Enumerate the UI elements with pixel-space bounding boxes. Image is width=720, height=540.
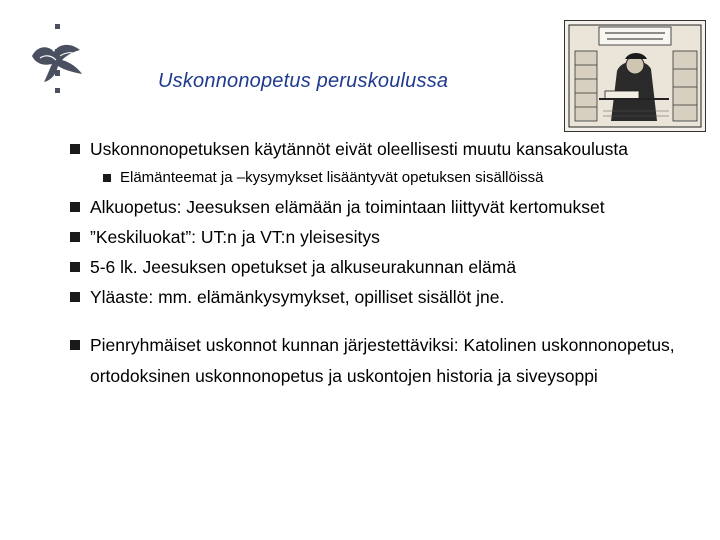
slide-title: Uskonnonopetus peruskoulussa [158,70,449,92]
square-bullet-icon [70,262,80,272]
bullet-text: Pienryhmäiset uskonnot kunnan järjestettäviksi: Katolinen uskonnonopetus, ortodoksinen uskonnonopetus ja uskontojen historia ja siveysoppi [90,335,675,386]
bullet-text: Alkuopetus: Jeesuksen elämään ja toimintaan liittyvät kertomukset [90,197,605,217]
bullet-item [66,330,712,392]
bullet-item [66,192,712,222]
square-bullet-icon [70,340,80,350]
bullet-text: Yläaste: mm. elämänkysymykset, opilliset sisällöt jne. [90,287,505,307]
bullet-text: ”Keskiluokat”: UT:n ja VT:n yleisesitys [90,227,380,247]
bullet-item [66,252,712,282]
sub-bullet-text: Elämänteemat ja –kysymykset lisääntyvät opetuksen sisällöissä [120,169,544,186]
sub-bullet-item [66,164,712,192]
bullet-item [66,134,712,164]
bullet-text: 5-6 lk. Jeesuksen opetukset ja alkuseurakunnan elämä [90,257,517,277]
square-bullet-icon [70,292,80,302]
woodcut-scholar-illustration-icon [564,20,706,132]
bullet-text: Uskonnonopetuksen käytännöt eivät oleellisesti muutu kansakoulusta [90,139,628,159]
bullet-item [66,282,712,312]
square-bullet-icon [70,202,80,212]
square-bullet-icon [70,144,80,154]
university-logo-icon [22,22,90,98]
square-bullet-icon [103,174,111,182]
bullet-item [66,222,712,252]
square-bullet-icon [70,232,80,242]
bullet-list [66,134,712,392]
